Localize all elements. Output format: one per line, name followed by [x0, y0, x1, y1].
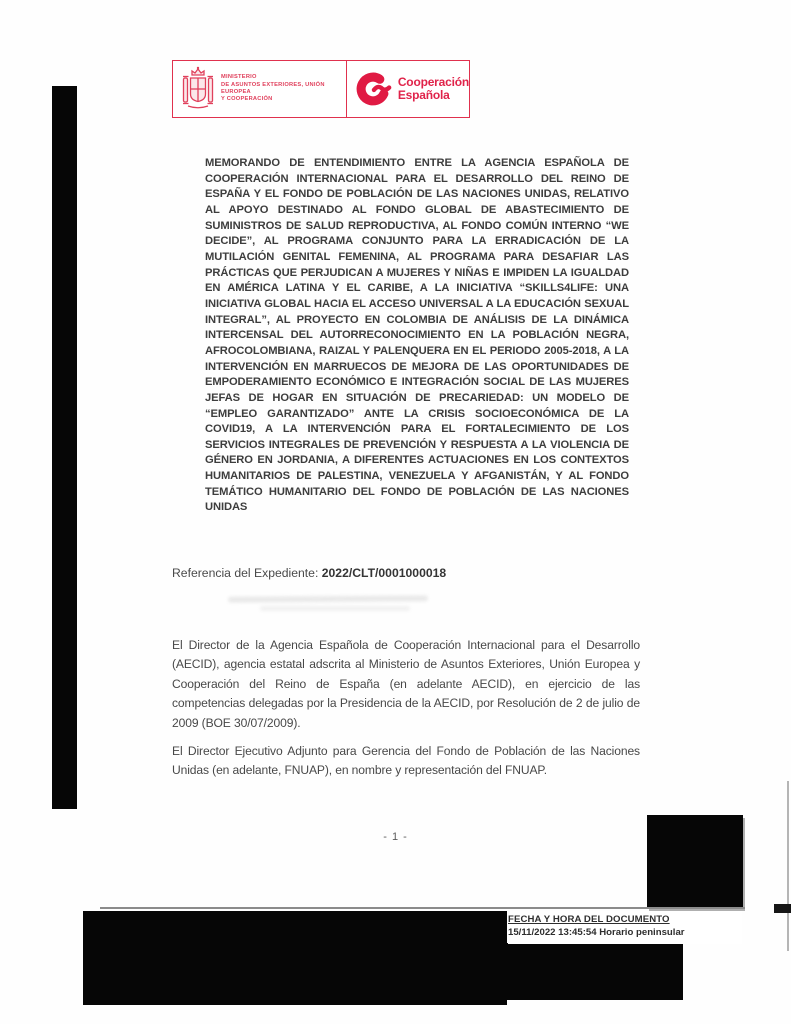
ministry-name-line3: Y COOPERACIÓN	[221, 96, 273, 103]
datetime-stamp-value: 15/11/2022 13:45:54 Horario peninsular	[508, 927, 685, 938]
ministry-name-line1: MINISTERIO	[221, 74, 257, 81]
redaction-left-bar	[52, 86, 77, 809]
expediente-reference-value: 2022/CLT/0001000018	[321, 566, 447, 580]
scan-artifact-page-edge-line	[787, 781, 789, 951]
datetime-stamp	[508, 911, 742, 944]
scan-artifact-edge-mark	[774, 904, 791, 913]
cooperacion-wordmark	[398, 76, 469, 102]
scan-artifact-horizontal-line	[100, 907, 745, 909]
scan-ghosting	[228, 595, 428, 602]
paragraph-fnuap-director: El Director Ejecutivo Adjunto para Gerencia del Fondo de Población de las Naciones Unidas (en adelante, FNUAP), en nombre y representación del FNUAP.	[172, 744, 640, 778]
redaction-bottom-left-block	[83, 911, 507, 1005]
redaction-right-block	[647, 815, 743, 908]
ministry-name-line2: DE ASUNTOS EXTERIORES, UNIÓN EUROPEA	[221, 81, 325, 95]
ministry-name	[221, 74, 346, 104]
page-number: - 1 -	[383, 831, 408, 843]
scan-ghosting	[260, 606, 410, 611]
redaction-bottom-middle-block	[507, 943, 683, 1000]
coat-of-arms-icon	[182, 66, 214, 112]
ministry-logo	[173, 61, 347, 117]
cooperacion-line2: Española	[397, 88, 450, 102]
cooperacion-line1: Cooperación	[397, 75, 469, 89]
header-logo-box	[172, 60, 470, 118]
memorandum-title: MEMORANDO DE ENTENDIMIENTO ENTRE LA AGENCIA ESPAÑOLA DE COOPERACIÓN INTERNACIONAL PARA EL DESARROLLO DEL REINO DE ESPAÑA Y EL FONDO DE POBLACIÓN DE LAS NACIONES UNIDAS, RELATIVO AL APOYO DESTINADO AL FONDO GLOBAL DE ABASTECIMIENTO DE SUMINISTROS DE SALUD REPRODUCTIVA, AL FONDO COMÚN INTERNO “WE DECIDE”, AL PROGRAMA CONJUNTO PARA LA ERRADICACIÓN DE LA MUTILACIÓN GENITAL FEMENINA, AL PROGRAMA PARA DESAFIAR LAS PRÁCTICAS QUE PERJUDICAN A MUJERES Y NIÑAS E IMPIDEN LA IGUALDAD EN AMÉRICA LATINA Y EL CARIBE, A LA INICIATIVA “SKILLS4LIFE: UNA INICIATIVA GLOBAL HACIA EL ACCESO UNIVERSAL A LA EDUCACIÓN SEXUAL INTEGRAL”, AL PROYECTO EN COLOMBIA DE ANÁLISIS DE LA DINÁMICA INTERCENSAL DEL AUTORRECONOCIMIENTO EN LA POBLACIÓN NEGRA, AFROCOLOMBIANA, RAIZAL Y PALENQUERA EN EL PERIODO 2005-2018, A LA INTERVENCIÓN EN MARRUECOS DE MEJORA DE LAS OPORTUNIDADES DE EMPODERAMIENTO ECONÓMICO E INTEGRACIÓN SOCIAL DE LAS MUJERES JEFAS DE HOGAR EN SITUACIÓN DE PRECARIEDAD: UN MODELO DE “EMPLEO GARANTIZADO” ANTE LA CRISIS SOCIOECONÓMICA DE LA COVID19, A LA INTERVENCIÓN PARA EL FORTALECIMIENTO DE LOS SERVICIOS INTEGRALES DE PREVENCIÓN Y RESPUESTA A LA VIOLENCIA DE GÉNERO EN JORDANIA, A DIFERENTES ACTUACIONES EN LOS CONTEXTOS HUMANITARIOS DE PALESTINA, VENEZUELA Y AFGANISTÁN, Y AL FONDO TEMÁTICO HUMANITARIO DEL FONDO DE POBLACIÓN DE LAS NACIONES UNIDAS	[205, 157, 629, 514]
cooperacion-espanola-logo	[347, 61, 469, 117]
datetime-stamp-title: FECHA Y HORA DEL DOCUMENTO	[508, 914, 670, 925]
expediente-reference-label: Referencia del Expediente:	[172, 566, 322, 580]
cooperacion-c-icon	[354, 70, 392, 108]
paragraph-aecid-director: El Director de la Agencia Española de Cooperación Internacional para el Desarrollo (AECID), agencia estatal adscrita al Ministerio de Asuntos Exteriores, Unión Europea y Cooperación del Reino de España (en adelante AECID), en ejercicio de las competencias delegadas por la Presidencia de la AECID, por Resolución de 2 de julio de 2009 (BOE 30/07/2009).	[172, 638, 640, 730]
expediente-reference	[172, 566, 446, 580]
